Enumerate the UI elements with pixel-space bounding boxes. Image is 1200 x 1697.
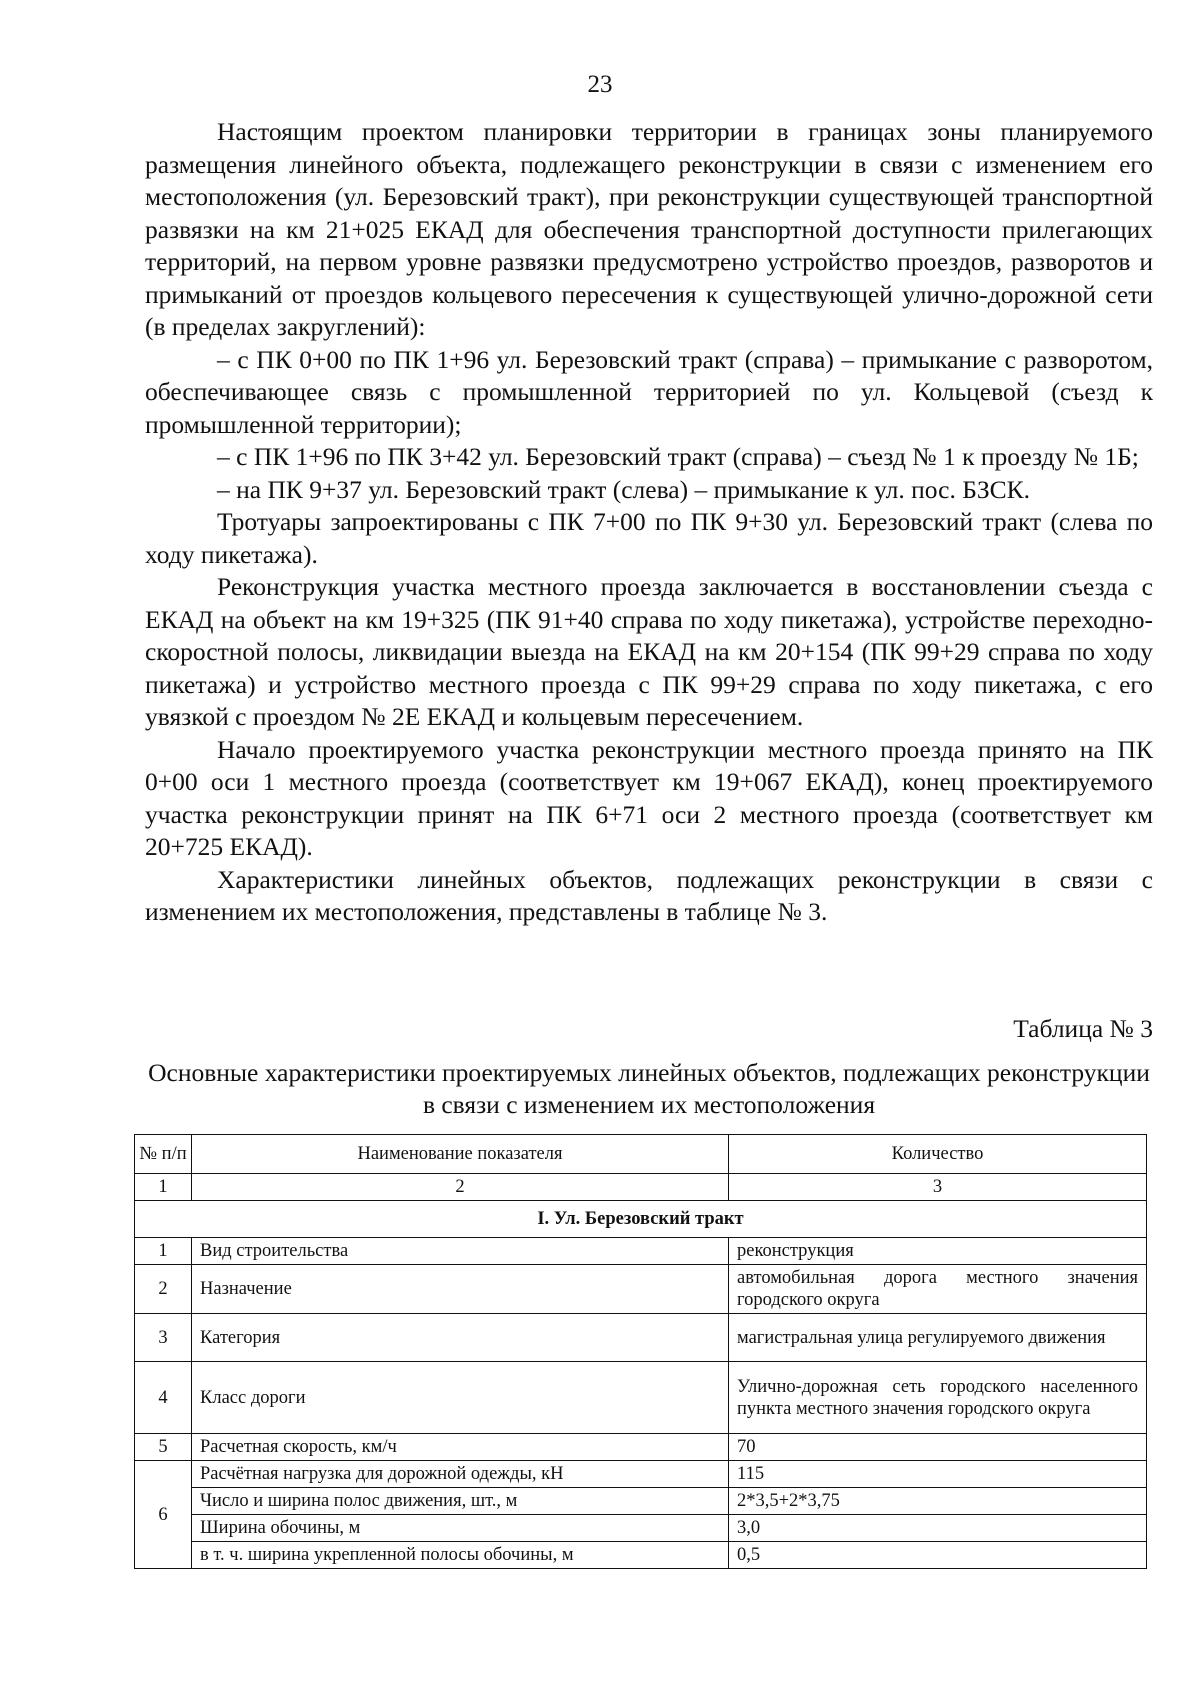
table-row [135,1265,1147,1314]
list-item: – на ПК 9+37 ул. Березовский тракт (слева) – примыкание к ул. пос. БЗСК. [217,474,1031,504]
row-number: 1 [135,1238,192,1265]
index-cell: 2 [192,1174,729,1201]
table-row [135,1362,1147,1434]
row-number: 6 [135,1461,192,1569]
row-value: автомобильная дорога местного значения городского округа [729,1265,1147,1314]
table-row [135,1238,1147,1265]
index-cell: 3 [729,1174,1147,1201]
table-row [135,1461,1147,1488]
paragraph: Характеристики линейных объектов, подлежащих реконструкции в связи с изменением их местоположения, представлены в таблице № 3. [145,864,1153,926]
page-number: 23 [587,71,613,98]
row-name: Ширина обочины, м [192,1515,729,1542]
paragraph: Тротуары запроектированы с ПК 7+00 по ПК 9+30 ул. Березовский тракт (слева по ходу пикетажа). [145,507,1153,569]
row-value: магистральная улица регулируемого движения [729,1314,1147,1362]
row-name: Класс дороги [192,1362,729,1434]
table-row [135,1314,1147,1362]
row-number: 3 [135,1314,192,1362]
row-name: Вид строительства [192,1238,729,1265]
table-section-row [135,1201,1147,1238]
paragraph: Начало проектируемого участка реконструкции местного проезда принято на ПК 0+00 оси 1 местного проезда (соответствует км 19+067 ЕКАД), конец проектируемого участка реконструкции принят на ПК 6+71 оси 2 местного проезда (соответствует км 20+725 ЕКАД). [145,734,1153,861]
row-value: 115 [729,1461,1147,1488]
row-value: Улично-дорожная сеть городского населенного пункта местного значения городского округа [729,1362,1147,1434]
header-cell-quantity: Количество [729,1135,1147,1174]
table-header-row [135,1135,1147,1174]
row-number: 2 [135,1265,192,1314]
list-item: – с ПК 1+96 по ПК 3+42 ул. Березовский тракт (справа) – съезд № 1 к проезду № 1Б; [217,442,1139,471]
row-name: в т. ч. ширина укрепленной полосы обочины, м [192,1542,729,1569]
index-cell: 1 [135,1174,192,1201]
row-value: реконструкция [729,1238,1147,1265]
row-name: Число и ширина полос движения, шт., м [192,1488,729,1515]
list-item: – с ПК 0+00 по ПК 1+96 ул. Березовский тракт (справа) – примыкание с разворотом, обеспечивающее связь с промышленной территорией по ул. Кольцевой (съезд к промышленной территории); [145,344,1153,439]
row-value: 70 [729,1434,1147,1461]
table-row [135,1434,1147,1461]
row-name: Расчетная скорость, км/ч [192,1434,729,1461]
row-value: 2*3,5+2*3,75 [729,1488,1147,1515]
row-value: 3,0 [729,1515,1147,1542]
row-name: Расчётная нагрузка для дорожной одежды, кН [192,1461,729,1488]
table-index-row [135,1174,1147,1201]
paragraph: Реконструкция участка местного проезда заключается в восстановлении съезда с ЕКАД на объект на км 19+325 (ПК 91+40 справа по ходу пикетажа), устройстве переходно-скоростной полосы, ликвидации выезда на ЕКАД на км 20+154 (ПК 99+29 справа по ходу пикетажа) и устройство местного проезда с ПК 99+29 справа по ходу пикетажа, с его увязкой с проездом № 2Е ЕКАД и кольцевым пересечением. [145,572,1153,731]
row-value: 0,5 [729,1542,1147,1569]
table-row [135,1515,1147,1542]
row-name: Категория [192,1314,729,1362]
section-title: I. Ул. Березовский тракт [135,1201,1147,1238]
characteristics-table [134,1134,1147,1569]
table-row [135,1488,1147,1515]
row-name: Назначение [192,1265,729,1314]
row-number: 5 [135,1434,192,1461]
body-text [145,116,1153,929]
table-title: Основные характеристики проектируемых линейных объектов, подлежащих реконструкции в связи с изменением их местоположения [148,1058,1150,1119]
header-cell-number: № п/п [135,1135,192,1174]
table-row [135,1542,1147,1569]
row-number: 4 [135,1362,192,1434]
table-label: Таблица № 3 [1013,1014,1153,1043]
header-cell-name: Наименование показателя [192,1135,729,1174]
paragraph: Настоящим проектом планировки территории в границах зоны планируемого размещения линейного объекта, подлежащего реконструкции в связи с изменением его местоположения (ул. Березовский тракт), при реконструкции существующей транспортной развязки на км 21+025 ЕКАД для обеспечения транспортной доступности прилегающих территорий, на первом уровне развязки предусмотрено устройство проездов, разворотов и примыканий от проездов кольцевого пересечения к существующей улично-дорожной сети (в пределах закруглений): [145,117,1153,341]
